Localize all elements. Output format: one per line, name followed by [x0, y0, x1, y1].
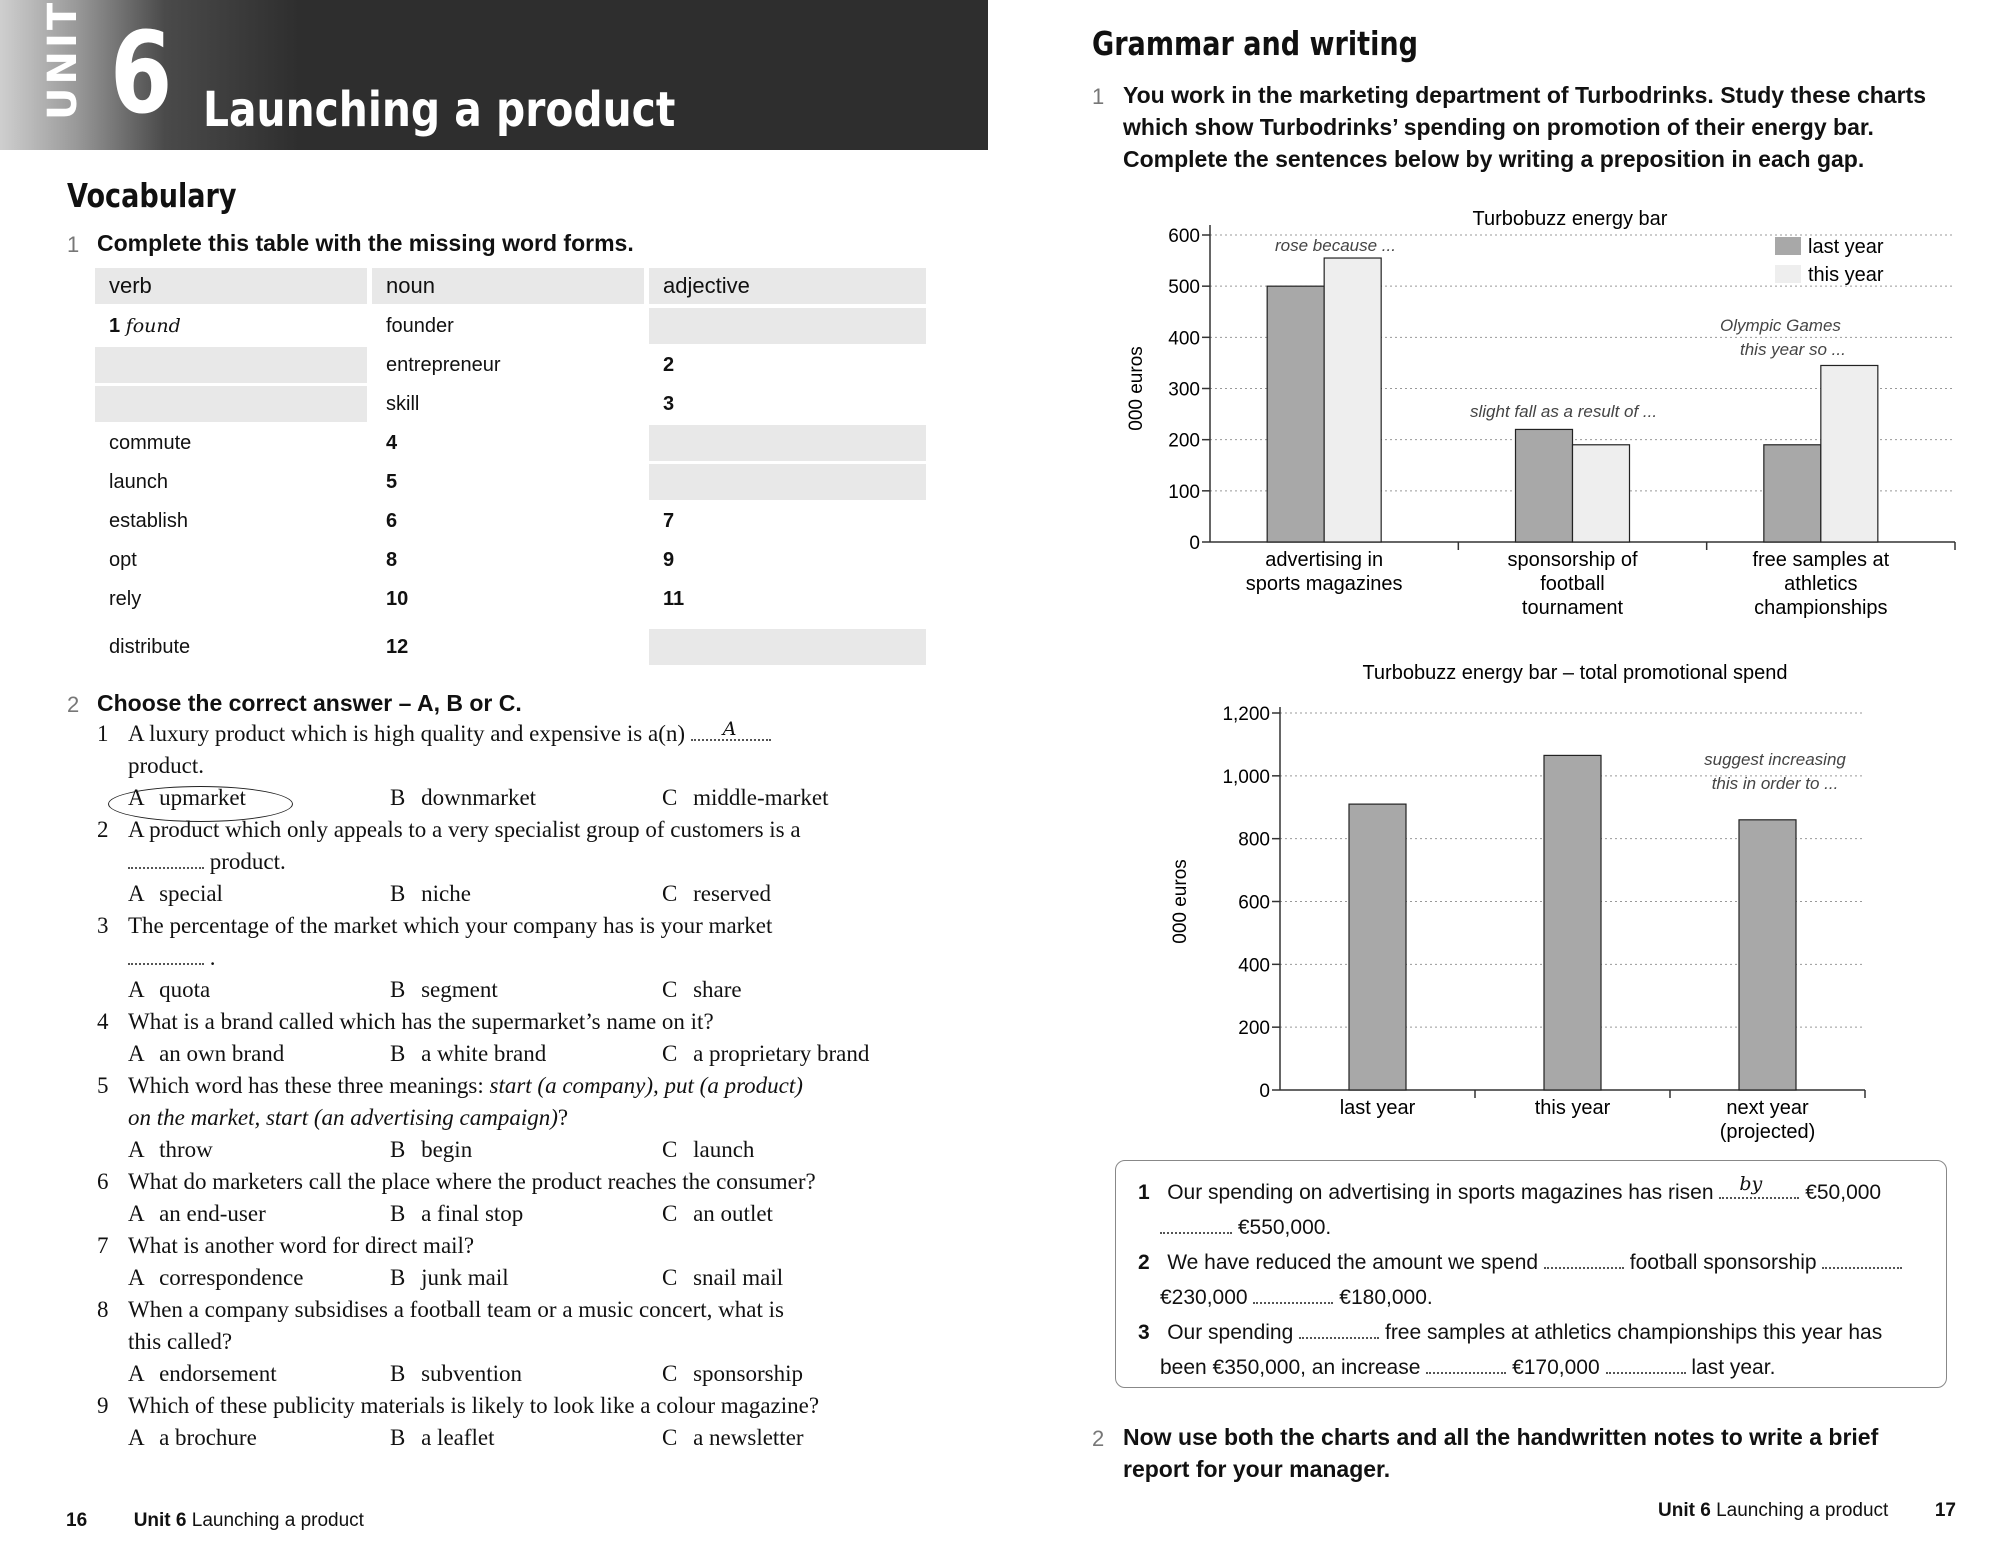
- footer-left: [66, 1510, 364, 1532]
- cell-text: found: [125, 315, 181, 337]
- verb-cell: [95, 503, 367, 539]
- handwritten-answer: by: [1739, 1173, 1763, 1195]
- table-row: [95, 308, 930, 346]
- gap-number: 7: [663, 510, 675, 532]
- y-tick-label: 1,000: [1222, 766, 1270, 788]
- x-category-label: football: [1540, 573, 1605, 595]
- question-number: 3: [97, 913, 109, 938]
- answer-circle: [108, 786, 293, 822]
- header-noun: noun: [372, 268, 644, 304]
- legend-swatch: [1775, 237, 1801, 255]
- option-c: [662, 1361, 803, 1387]
- question-number: 7: [97, 1233, 109, 1258]
- cell-text: launch: [109, 471, 168, 493]
- option-text: throw: [159, 1137, 213, 1162]
- bar-last-year: [1764, 445, 1821, 542]
- option-c: [662, 785, 829, 811]
- option-text: a white brand: [421, 1041, 547, 1066]
- footer-title: Launching a product: [191, 1510, 364, 1531]
- y-tick-label: 1,200: [1222, 704, 1270, 725]
- gap-fill-box: [1115, 1160, 1947, 1388]
- question-number: 4: [97, 1009, 109, 1034]
- option-c: [662, 977, 742, 1003]
- option-letter: C: [662, 977, 678, 1002]
- question-text: [128, 1102, 568, 1134]
- question-line: What do marketers call the place where the product reaches the consumer?: [128, 1169, 816, 1194]
- footer-unit: Unit 6: [133, 1510, 187, 1531]
- gap-number: 10: [386, 588, 409, 610]
- handwritten-answer: A: [722, 718, 737, 740]
- x-category-label: athletics: [1784, 573, 1858, 595]
- table-row: [95, 542, 930, 580]
- x-category-label: sponsorship of: [1507, 549, 1638, 571]
- answer-blank: [128, 851, 204, 869]
- noun-cell: [372, 629, 644, 665]
- option-text: junk mail: [421, 1265, 509, 1290]
- y-tick-label: 100: [1168, 481, 1200, 503]
- table-row: [95, 464, 930, 502]
- legend-label: last year: [1808, 236, 1884, 258]
- question-line: The percentage of the market which your company has is your market: [128, 913, 773, 938]
- option-text: an own brand: [159, 1041, 285, 1066]
- question-number: 5: [97, 1073, 109, 1098]
- question-number: 1: [97, 721, 109, 746]
- note-annotation: Olympic Games: [1720, 316, 1841, 335]
- x-category-label: free samples at: [1752, 549, 1890, 571]
- option-letter: C: [662, 1201, 678, 1226]
- gap-number: 12: [386, 636, 409, 658]
- question-italic: start (a company), put (a product): [489, 1073, 803, 1098]
- question-line: ?: [557, 1105, 569, 1130]
- gap-sentence-3-cont: been €350,000, an increase €170,000 last year.: [1160, 1356, 1776, 1379]
- page-number: 17: [1934, 1500, 1956, 1521]
- exercise-number: 1: [1092, 84, 1105, 109]
- question-text: [128, 1070, 803, 1102]
- noun-cell: [372, 347, 644, 383]
- table-row: [95, 503, 930, 541]
- question-text: [128, 942, 216, 974]
- option-text: a proprietary brand: [693, 1041, 870, 1066]
- gap-number: 8: [386, 549, 398, 571]
- option-b: [390, 1265, 509, 1291]
- option-text: segment: [421, 977, 498, 1002]
- exercise-number: 2: [67, 692, 80, 717]
- unit-title: Launching a product: [203, 82, 676, 138]
- noun-cell: [372, 542, 644, 578]
- bar-last-year: [1267, 286, 1324, 542]
- cell-text: opt: [109, 549, 137, 571]
- y-tick-label: 600: [1238, 892, 1270, 914]
- option-letter: B: [390, 1201, 406, 1226]
- question-line: on the market, start (an advertising campaign): [128, 1105, 558, 1130]
- table-row: [95, 347, 930, 385]
- y-axis-label: 000 euros: [1126, 346, 1147, 431]
- option-text: reserved: [693, 881, 771, 906]
- footer-title: Launching a product: [1716, 1500, 1889, 1521]
- option-letter: A: [128, 1361, 144, 1386]
- verb-cell: [95, 542, 367, 578]
- x-category-label: sports magazines: [1245, 573, 1403, 595]
- bar-this-year: [1821, 365, 1878, 542]
- noun-cell: [372, 503, 644, 539]
- option-text: launch: [693, 1137, 755, 1162]
- option-text: an end-user: [159, 1201, 266, 1226]
- instruction-line: Now use both the charts and all the handwritten notes to write a brief: [1123, 1424, 1879, 1450]
- option-c: [662, 1265, 783, 1291]
- exercise-number: 2: [1092, 1426, 1105, 1451]
- unit-number: 6: [110, 9, 173, 139]
- grammar-heading: Grammar and writing: [1092, 24, 1419, 63]
- question-text: [128, 1390, 819, 1422]
- adjective-cell: [649, 386, 926, 422]
- option-b: [390, 1361, 522, 1387]
- x-category-label: advertising in: [1265, 549, 1384, 571]
- option-letter: A: [128, 1137, 144, 1162]
- note-annotation: rose because ...: [1275, 236, 1396, 255]
- option-letter: C: [662, 785, 678, 810]
- option-a: [128, 1361, 277, 1387]
- instruction-line: You work in the marketing department of Turbodrinks. Study these charts: [1123, 82, 1926, 108]
- bar: [1349, 804, 1406, 1090]
- adjective-cell: [649, 347, 926, 383]
- option-c: [662, 1201, 773, 1227]
- header-verb: verb: [95, 268, 367, 304]
- legend-label: this year: [1808, 264, 1884, 286]
- option-letter: A: [128, 785, 144, 810]
- question-number: 6: [97, 1169, 109, 1194]
- question-line: What is another word for direct mail?: [128, 1233, 475, 1258]
- gap-number: 11: [663, 588, 685, 610]
- verb-cell: [95, 425, 367, 461]
- option-letter: C: [662, 1425, 678, 1450]
- adjective-cell: [649, 308, 926, 344]
- y-axis-label: 000 euros: [1170, 859, 1191, 944]
- noun-cell: [372, 581, 644, 617]
- gap-sentence-2: 2 We have reduced the amount we spend football sponsorship: [1138, 1251, 1902, 1275]
- y-tick-label: 800: [1238, 829, 1270, 851]
- vocabulary-heading: Vocabulary: [67, 176, 237, 215]
- option-text: special: [159, 881, 223, 906]
- bar-last-year: [1516, 429, 1573, 542]
- x-category-label: (projected): [1719, 1121, 1816, 1143]
- adjective-cell: [649, 464, 926, 500]
- y-tick-label: 400: [1238, 955, 1270, 977]
- note-annotation: slight fall as a result of ...: [1470, 402, 1658, 421]
- table-row: [95, 386, 930, 424]
- noun-cell: [372, 308, 644, 344]
- adjective-cell: [649, 629, 926, 665]
- noun-cell: [372, 464, 644, 500]
- verb-cell: [95, 347, 367, 383]
- gap-sentence-1-cont: €550,000.: [1160, 1216, 1331, 1240]
- question-line: When a company subsidises a football team or a music concert, what is: [128, 1297, 784, 1322]
- question-line: .: [209, 945, 216, 970]
- option-text: correspondence: [159, 1265, 304, 1290]
- chart-title: Turbobuzz energy bar: [1472, 208, 1668, 230]
- option-c: [662, 1137, 754, 1163]
- question-text: [128, 1326, 232, 1358]
- instruction-line: report for your manager.: [1123, 1456, 1391, 1482]
- option-b: [390, 1137, 472, 1163]
- option-letter: B: [390, 881, 406, 906]
- option-text: subvention: [421, 1361, 523, 1386]
- option-letter: B: [390, 1041, 406, 1066]
- gap-number: 5: [386, 471, 398, 493]
- answer-blank: [691, 718, 771, 741]
- option-letter: C: [662, 1361, 678, 1386]
- question-line: A luxury product which is high quality and expensive is a(n): [128, 721, 686, 746]
- exercise-instruction: [1123, 1421, 1878, 1485]
- option-letter: A: [128, 977, 144, 1002]
- option-c: [662, 1425, 804, 1451]
- option-b: [390, 785, 536, 811]
- verb-cell: [95, 464, 367, 500]
- unit-banner: [0, 0, 988, 150]
- adjective-cell: [649, 581, 926, 617]
- option-b: [390, 1041, 546, 1067]
- question-text: [128, 846, 286, 878]
- question-line: Which of these publicity materials is likely to look like a colour magazine?: [128, 1393, 820, 1418]
- bar: [1739, 820, 1796, 1090]
- gap-sentence-1: 1 Our spending on advertising in sports magazines has risen by €50,000: [1138, 1173, 1882, 1204]
- question-line: product.: [128, 753, 205, 778]
- y-tick-label: 0: [1259, 1081, 1270, 1102]
- header-adjective: adjective: [649, 268, 926, 304]
- option-text: begin: [421, 1137, 473, 1162]
- option-b: [390, 977, 498, 1003]
- gap-number: 9: [663, 549, 675, 571]
- option-c: [662, 1041, 869, 1067]
- option-text: an outlet: [693, 1201, 773, 1226]
- cell-text: entrepreneur: [386, 354, 501, 376]
- gap-number: 2: [663, 354, 675, 376]
- option-a: [128, 1041, 284, 1067]
- option-a: [128, 1201, 266, 1227]
- y-tick-label: 200: [1168, 430, 1200, 452]
- table-row: [95, 581, 930, 619]
- option-text: quota: [159, 977, 211, 1002]
- page-number: 16: [66, 1510, 88, 1531]
- option-a: [128, 977, 210, 1003]
- legend-swatch: [1775, 265, 1801, 283]
- option-c: [662, 881, 771, 907]
- chart-category-spend: [1110, 195, 1960, 630]
- option-a: [128, 1265, 303, 1291]
- option-letter: A: [128, 1425, 144, 1450]
- option-a: [128, 1425, 257, 1451]
- option-letter: B: [390, 977, 406, 1002]
- option-letter: A: [128, 881, 144, 906]
- question-text: [128, 1166, 816, 1198]
- x-category-label: this year: [1534, 1097, 1611, 1119]
- option-text: upmarket: [159, 785, 246, 810]
- note-annotation: this in order to ...: [1711, 774, 1839, 793]
- question-text: [128, 718, 771, 750]
- option-text: a leaflet: [421, 1425, 495, 1450]
- y-tick-label: 0: [1189, 533, 1200, 554]
- option-text: endorsement: [159, 1361, 277, 1386]
- option-a: [128, 1137, 213, 1163]
- x-category-label: championships: [1754, 597, 1888, 619]
- option-text: a final stop: [421, 1201, 524, 1226]
- question-number: 2: [97, 817, 109, 842]
- option-letter: B: [390, 1425, 406, 1450]
- question-text: [128, 1294, 784, 1326]
- table-header-row: [95, 268, 930, 306]
- option-a: [128, 881, 223, 907]
- exercise-instruction: Complete this table with the missing word forms.: [97, 230, 634, 256]
- adjective-cell: [649, 425, 926, 461]
- option-text: downmarket: [421, 785, 537, 810]
- noun-cell: [372, 386, 644, 422]
- cell-text: skill: [386, 393, 420, 415]
- question-text: [128, 750, 204, 782]
- option-text: sponsorship: [693, 1361, 803, 1386]
- answer-blank: [128, 947, 204, 965]
- gap-number: 1: [109, 315, 121, 337]
- option-letter: A: [128, 1265, 144, 1290]
- option-letter: B: [390, 1137, 406, 1162]
- exercise-number: 1: [67, 232, 80, 257]
- question-line: Which word has these three meanings:: [128, 1073, 484, 1098]
- option-letter: B: [390, 1265, 406, 1290]
- gap-number: 3: [663, 393, 675, 415]
- question-text: [128, 910, 772, 942]
- bar-this-year: [1573, 445, 1630, 542]
- option-letter: B: [390, 1361, 406, 1386]
- noun-cell: [372, 425, 644, 461]
- verb-cell: [95, 386, 367, 422]
- exercise-instruction: Choose the correct answer – A, B or C.: [97, 690, 522, 716]
- footer-unit: Unit 6: [1658, 1500, 1711, 1521]
- option-b: [390, 881, 471, 907]
- verb-cell: [95, 581, 367, 617]
- option-text: share: [693, 977, 742, 1002]
- chart-title: Turbobuzz energy bar – total promotional spend: [1362, 662, 1788, 684]
- x-category-label: tournament: [1521, 597, 1624, 619]
- chart-total-spend: [1160, 655, 1890, 1150]
- question-line: this called?: [128, 1329, 233, 1354]
- x-category-label: last year: [1339, 1097, 1416, 1119]
- table-row: [95, 629, 930, 667]
- option-letter: C: [662, 1137, 678, 1162]
- cell-text: rely: [109, 588, 142, 610]
- y-tick-label: 600: [1168, 226, 1200, 247]
- option-b: [390, 1425, 495, 1451]
- option-text: middle-market: [693, 785, 829, 810]
- gap-number: 4: [386, 432, 398, 454]
- instruction-line: which show Turbodrinks’ spending on promotion of their energy bar.: [1123, 114, 1874, 140]
- y-tick-label: 300: [1168, 379, 1200, 401]
- option-b: [390, 1201, 523, 1227]
- option-letter: A: [128, 1201, 144, 1226]
- y-tick-label: 200: [1238, 1018, 1270, 1040]
- question-number: 9: [97, 1393, 109, 1418]
- table-row: [95, 425, 930, 463]
- question-line: What is a brand called which has the supermarket’s name on it?: [128, 1009, 714, 1034]
- option-text: a newsletter: [693, 1425, 804, 1450]
- option-letter: C: [662, 1265, 678, 1290]
- adjective-cell: [649, 503, 926, 539]
- y-tick-label: 500: [1168, 277, 1200, 299]
- footer-right: [1658, 1500, 1956, 1522]
- option-letter: A: [128, 1041, 144, 1066]
- question-number: 8: [97, 1297, 109, 1322]
- verb-cell: [95, 629, 367, 665]
- instruction-line: Complete the sentences below by writing a preposition in each gap.: [1123, 146, 1865, 172]
- question-line: A product which only appeals to a very specialist group of customers is a: [128, 817, 801, 842]
- cell-text: distribute: [109, 636, 191, 658]
- option-text: niche: [421, 881, 471, 906]
- question-line: product.: [209, 849, 286, 874]
- cell-text: establish: [109, 510, 188, 532]
- option-letter: C: [662, 1041, 678, 1066]
- option-letter: C: [662, 881, 678, 906]
- option-text: a brochure: [159, 1425, 257, 1450]
- exercise-instruction: [1123, 79, 1926, 175]
- note-annotation: suggest increasing: [1704, 750, 1846, 769]
- adjective-cell: [649, 542, 926, 578]
- bar: [1544, 755, 1601, 1090]
- gap-sentence-2-cont: €230,000 €180,000.: [1160, 1286, 1433, 1309]
- cell-text: commute: [109, 432, 192, 454]
- option-letter: B: [390, 785, 406, 810]
- question-text: [128, 1230, 474, 1262]
- option-text: snail mail: [693, 1265, 784, 1290]
- gap-number: 6: [386, 510, 398, 532]
- x-category-label: next year: [1726, 1097, 1809, 1119]
- bar-this-year: [1324, 258, 1381, 542]
- unit-label: UNIT: [40, 0, 86, 120]
- cell-text: founder: [386, 315, 454, 337]
- y-tick-label: 400: [1168, 328, 1200, 350]
- question-text: [128, 1006, 714, 1038]
- note-annotation: this year so ...: [1740, 340, 1846, 359]
- gap-sentence-3: 3 Our spending free samples at athletics championships this year has: [1138, 1321, 1883, 1344]
- verb-cell: [95, 308, 367, 344]
